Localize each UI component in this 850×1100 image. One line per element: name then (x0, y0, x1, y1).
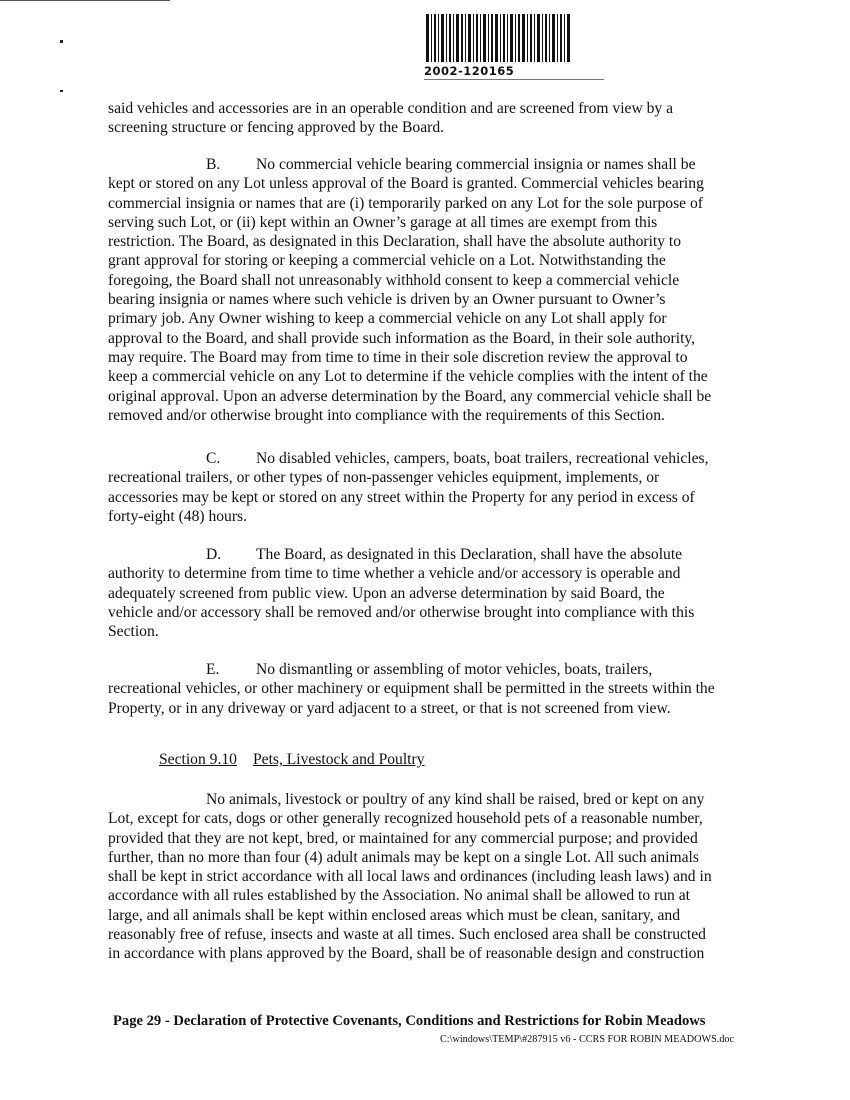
footer-file-path: C:\windows\TEMP\#287915 v6 - CCRS FOR ROBIN MEADOWS.doc (440, 1034, 735, 1045)
paragraph-b-text: No commercial vehicle bearing commercial insignia or names shall be kept or stored on any Lot unless approval of the Board is granted. Commercial vehicles bearing commercial insignia or names that are (i) temporarily parked on any Lot for the sole purpose of serving such Lot, or (ii) kept within an Owner’s garage at all times are exempt from this restriction. The Board, as designated in this Declaration, shall have the absolute authority to grant approval for storing or keeping a commercial vehicle on a Lot. Notwithstanding the foregoing, the Board shall not unreasonably withhold consent to keep a commercial vehicle bearing insignia or names where such vehicle is driven by an Owner pursuant to Owner’s primary job. Any Owner wishing to keep a commercial vehicle on any Lot shall apply for approval to the Board, and shall provide such information as the Board, in their sole authority, may require. The Board may from time to time in their sole discretion review the approval to keep a commercial vehicle on any Lot to determine if the vehicle complies with the intent of the original approval. Upon an adverse determination by the Board, any commercial vehicle shall be removed and/or otherwise brought into compliance with the requirements of this Section. (108, 156, 712, 424)
scan-edge-line (0, 0, 170, 1)
barcode-number: 2002-120165 (424, 64, 515, 78)
paragraph-e-text: No dismantling or assembling of motor vehicles, boats, trailers, recreational vehicles, or other machinery or equipment shall be permitted in the streets within the Property, or in any driveway or yard adjacent to a street, or that is not screened from view. (108, 661, 715, 717)
paragraph-d-letter: D. (206, 546, 222, 563)
barcode-block (424, 14, 574, 78)
paragraph-b (108, 155, 750, 425)
paragraph-c (108, 449, 750, 526)
barcode-underline (424, 79, 604, 80)
scan-speck (60, 90, 63, 92)
paragraph-b-letter: B. (206, 156, 221, 173)
section-number: Section 9.10 (159, 751, 237, 768)
paragraph-d (108, 545, 750, 641)
section-heading (159, 750, 425, 769)
paragraph-d-text: The Board, as designated in this Declaration, shall have the absolute authority to determine from time to time whether a vehicle and/or accessory is operable and adequately screened from public view. Upon an adverse determination by said Board, the vehicle and/or accessory shall be removed and/or otherwise brought into compliance with this Section. (108, 546, 695, 641)
paragraph-c-text: No disabled vehicles, campers, boats, boat trailers, recreational vehicles, recreational trailers, or other types of non-passenger vehicles equipment, implements, or accessories may be kept or stored on any street within the Property for any period in excess of forty-eight (48) hours. (108, 450, 709, 525)
pets-paragraph (108, 790, 750, 964)
paragraph-e (108, 660, 750, 718)
paragraph-e-letter: E. (206, 661, 220, 678)
footer-title: Page 29 - Declaration of Protective Covenants, Conditions and Restrictions for Robin Meadows (113, 1013, 706, 1029)
continuation-paragraph: said vehicles and accessories are in an operable condition and are screened from view by a screening structure or fencing approved by the Board. (108, 100, 674, 137)
pets-paragraph-text: No animals, livestock or poultry of any kind shall be raised, bred or kept on any Lot, except for cats, dogs or other generally recognized household pets of a reasonable number, provided that they are not kept, bred, or maintained for any commercial purpose; and provided further, than no more than four (4) adult animals may be kept on a single Lot. All such animals shall be kept in strict accordance with all local laws and ordinances (including leash laws) and in accordance with all rules established by the Association. No animal shall be allowed to run at large, and all animals shall be kept within enclosed areas which must be clean, sanitary, and reasonably free of refuse, insects and waste at all times. Such enclosed area shall be constructed in accordance with plans approved by the Board, shall be of reasonable design and construction (108, 791, 712, 963)
barcode-icon (424, 14, 574, 64)
paragraph-c-letter: C. (206, 450, 221, 467)
section-title: Pets, Livestock and Poultry (252, 751, 425, 768)
scan-speck (60, 40, 63, 43)
